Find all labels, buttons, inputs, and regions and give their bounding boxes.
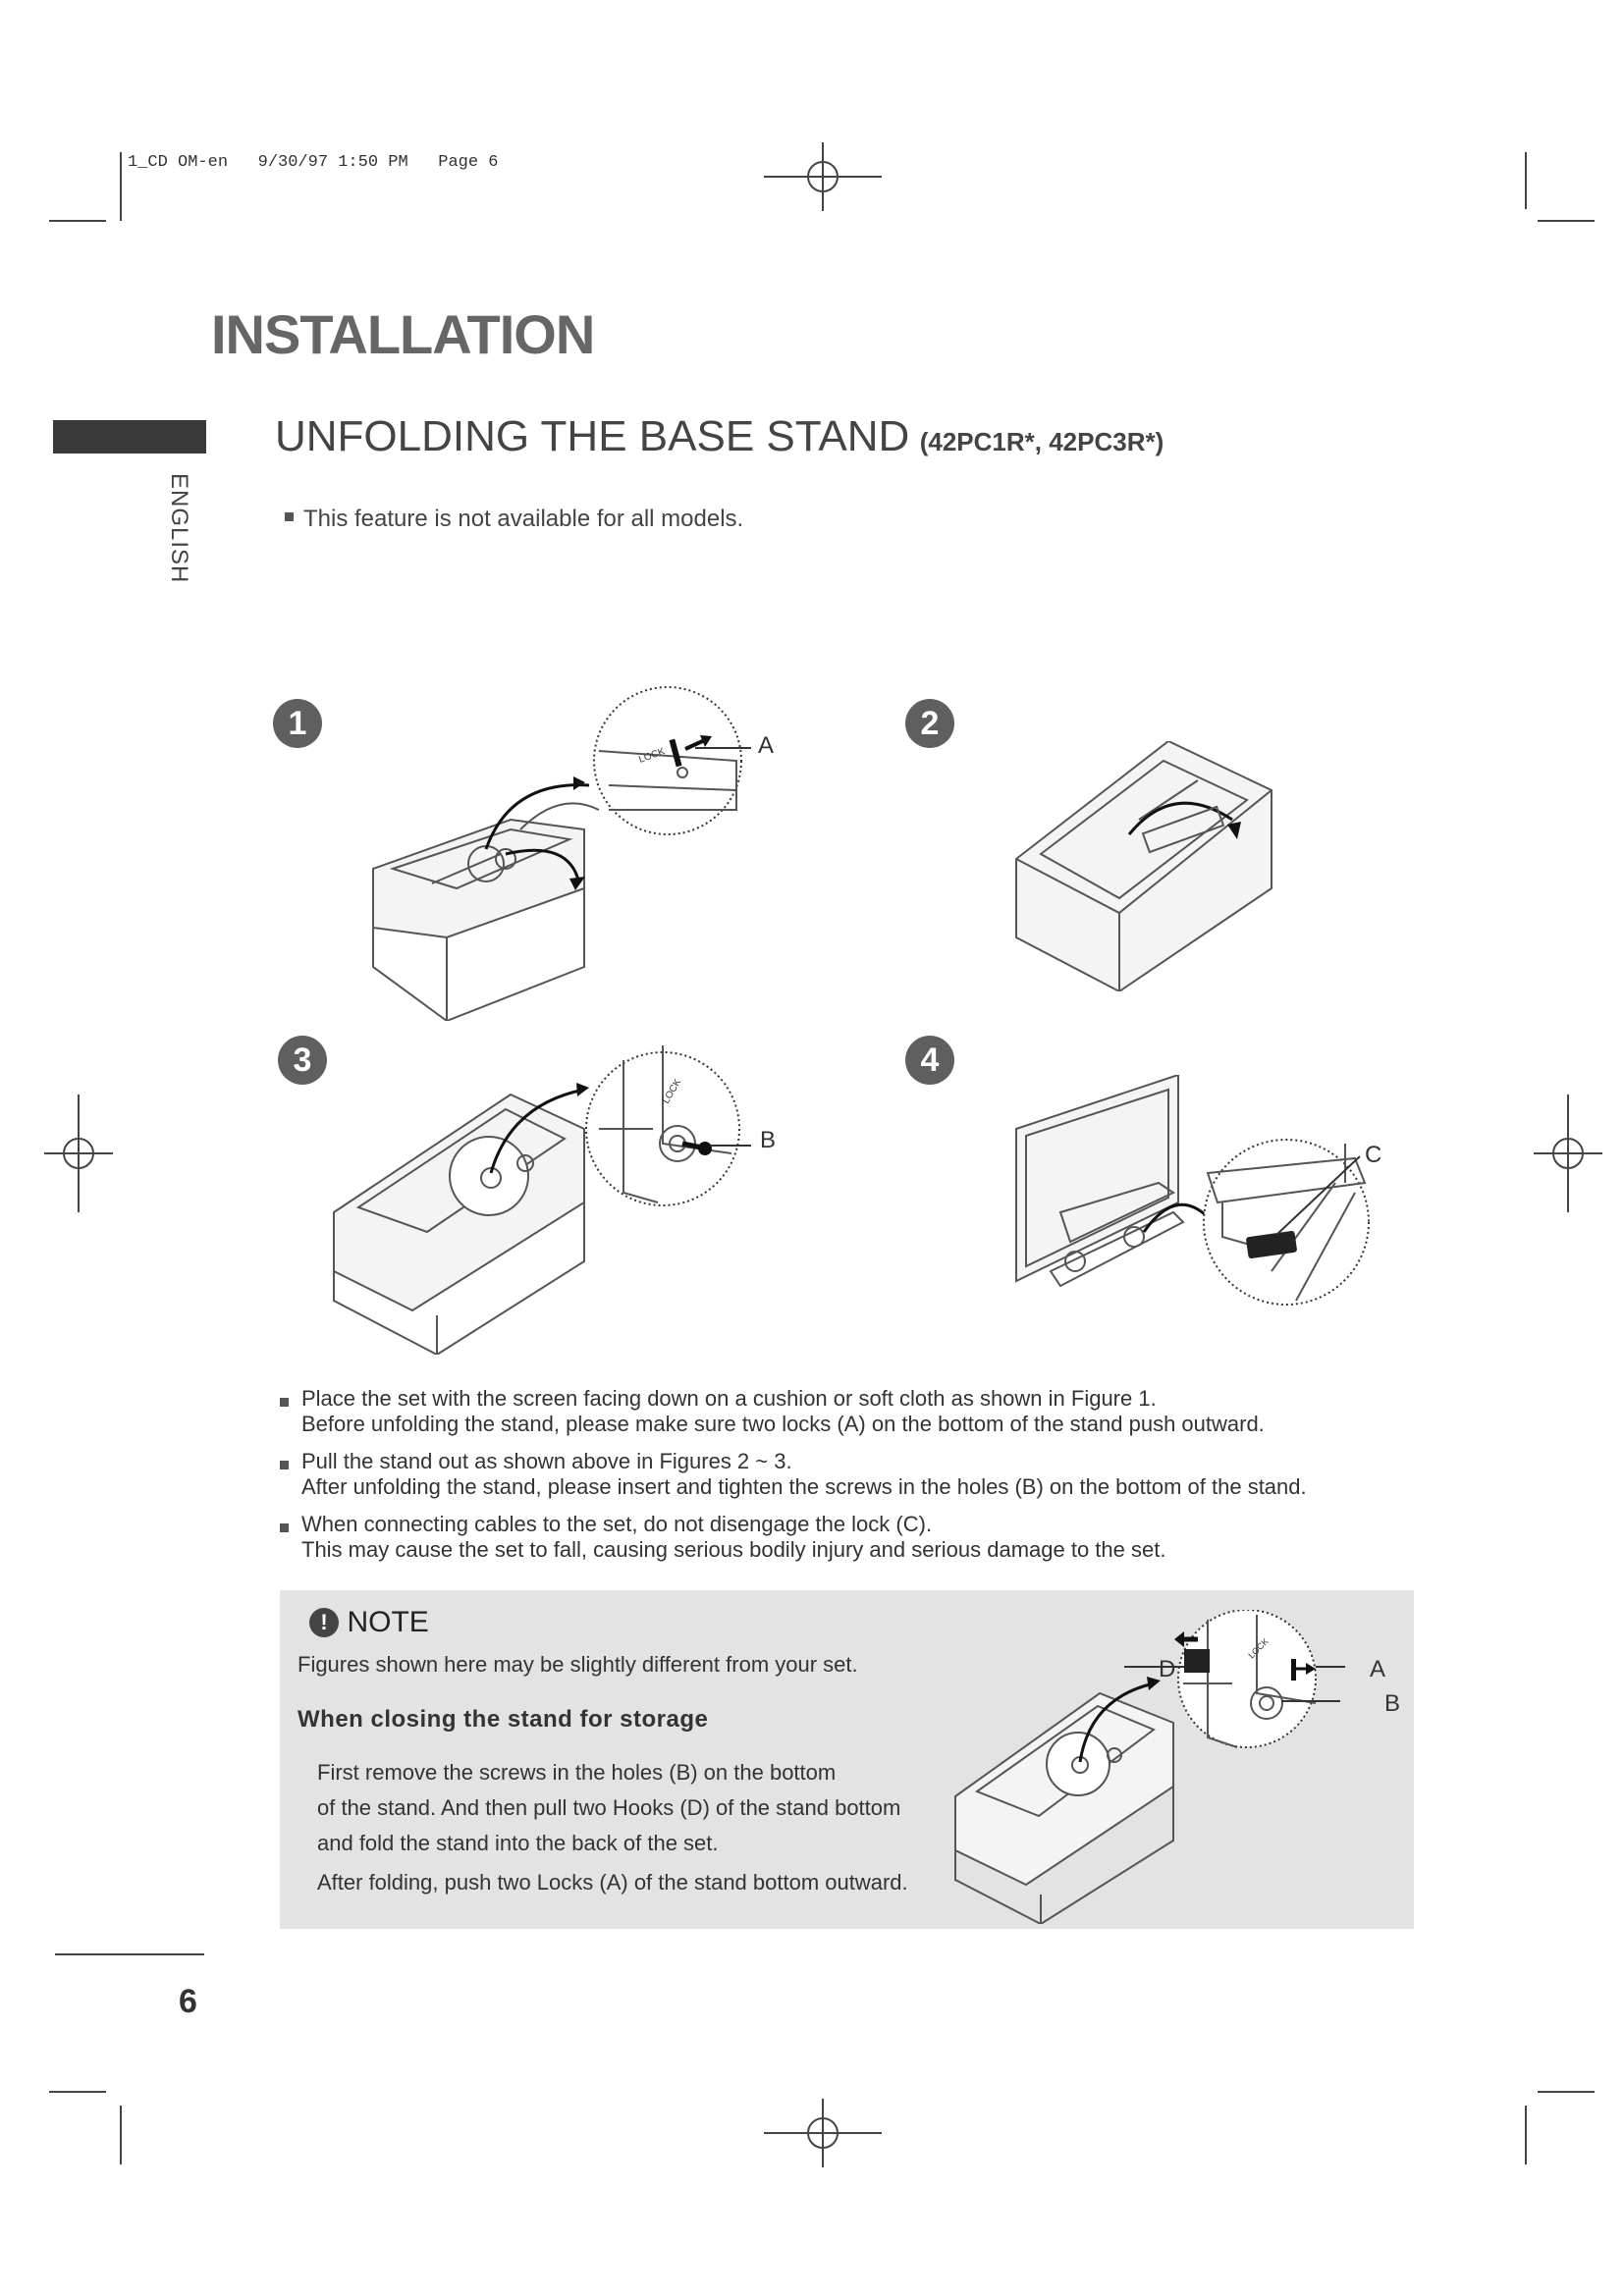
- lock-label: LOCK: [637, 746, 667, 766]
- trim-mark-bottom-right-h: [1538, 2091, 1595, 2093]
- note-line: and fold the stand into the back of the set.: [317, 1831, 719, 1855]
- instruction-item: Pull the stand out as shown above in Figures 2 ~ 3. After unfolding the stand, please insert and tighten the screws in the holes (B) on the bottom of the stand.: [280, 1449, 1409, 1500]
- step-1-badge: 1: [273, 699, 322, 748]
- instruction-item: Place the set with the screen facing down on a cushion or soft cloth as shown in Figure 1. Before unfolding the stand, please make sure two locks (A) on the bottom of the stand push outward.: [280, 1386, 1409, 1437]
- print-header: 1_CD OM-en 9/30/97 1:50 PM Page 6: [128, 153, 499, 172]
- registration-mark-right: [1534, 1095, 1602, 1212]
- side-tab-bar: [53, 420, 206, 454]
- bullet-square-icon: [285, 512, 294, 521]
- note-closing-illustration: [952, 1610, 1345, 1924]
- callout-b-note: B: [1384, 1690, 1401, 1717]
- page-title: INSTALLATION: [211, 303, 595, 365]
- registration-mark-left: [44, 1095, 113, 1212]
- page-number: 6: [179, 1983, 197, 2020]
- section-heading: [275, 412, 1164, 461]
- registration-mark-bottom: [764, 2099, 882, 2167]
- footer-rule: [55, 1953, 204, 1955]
- callout-c-fig4: C: [1365, 1142, 1382, 1168]
- instruction-item: When connecting cables to the set, do not disengage the lock (C). This may cause the set to fall, causing serious bodily injury and serious damage to the set.: [280, 1512, 1409, 1563]
- svg-text:LOCK: LOCK: [661, 1077, 684, 1106]
- note-box: [280, 1590, 1414, 1929]
- trim-mark-bottom-left: [120, 2106, 122, 2164]
- figure-3-illustration: [329, 1036, 751, 1355]
- trim-mark-top-left-h: [49, 220, 106, 222]
- trim-mark-bottom-left-h: [49, 2091, 106, 2093]
- svg-text:LOCK: LOCK: [1246, 1636, 1271, 1661]
- note-line: of the stand. And then pull two Hooks (D) of the stand bottom: [317, 1795, 901, 1820]
- availability-note: This feature is not available for all models.: [285, 506, 743, 533]
- callout-a-fig1: A: [758, 732, 775, 759]
- registration-mark-top: [764, 142, 882, 211]
- note-text: Figures shown here may be slightly different from your set.: [298, 1652, 858, 1677]
- step-3-badge: 3: [278, 1036, 327, 1085]
- trim-mark-top-right: [1525, 152, 1527, 209]
- note-line: First remove the screws in the holes (B) on the bottom: [317, 1760, 837, 1785]
- figure-2-illustration: [1011, 741, 1276, 991]
- section-models: (42PC1R*, 42PC3R*): [919, 427, 1164, 456]
- figure-1-illustration: [363, 682, 776, 1021]
- callout-b-fig3: B: [760, 1127, 777, 1153]
- trim-mark-bottom-right: [1525, 2106, 1527, 2164]
- note-subheading: When closing the stand for storage: [298, 1706, 709, 1733]
- alert-icon: !: [309, 1608, 339, 1637]
- step-4-badge: 4: [905, 1036, 954, 1085]
- bullet-square-icon: [280, 1398, 289, 1407]
- instructions-list: [280, 1386, 1409, 1575]
- section-title: UNFOLDING THE BASE STAND: [275, 412, 910, 460]
- figure-4-illustration: [1011, 1075, 1384, 1335]
- bullet-square-icon: [280, 1523, 289, 1532]
- trim-mark-top-left: [120, 152, 122, 221]
- step-2-badge: 2: [905, 699, 954, 748]
- callout-a-note: A: [1370, 1656, 1386, 1682]
- bullet-square-icon: [280, 1461, 289, 1469]
- language-label: ENGLISH: [166, 473, 192, 584]
- callout-d-note: D: [1159, 1656, 1176, 1682]
- note-steps: [317, 1755, 908, 1900]
- note-heading: ! NOTE: [309, 1606, 429, 1639]
- note-line: After folding, push two Locks (A) of the stand bottom outward.: [317, 1870, 908, 1895]
- trim-mark-top-right-h: [1538, 220, 1595, 222]
